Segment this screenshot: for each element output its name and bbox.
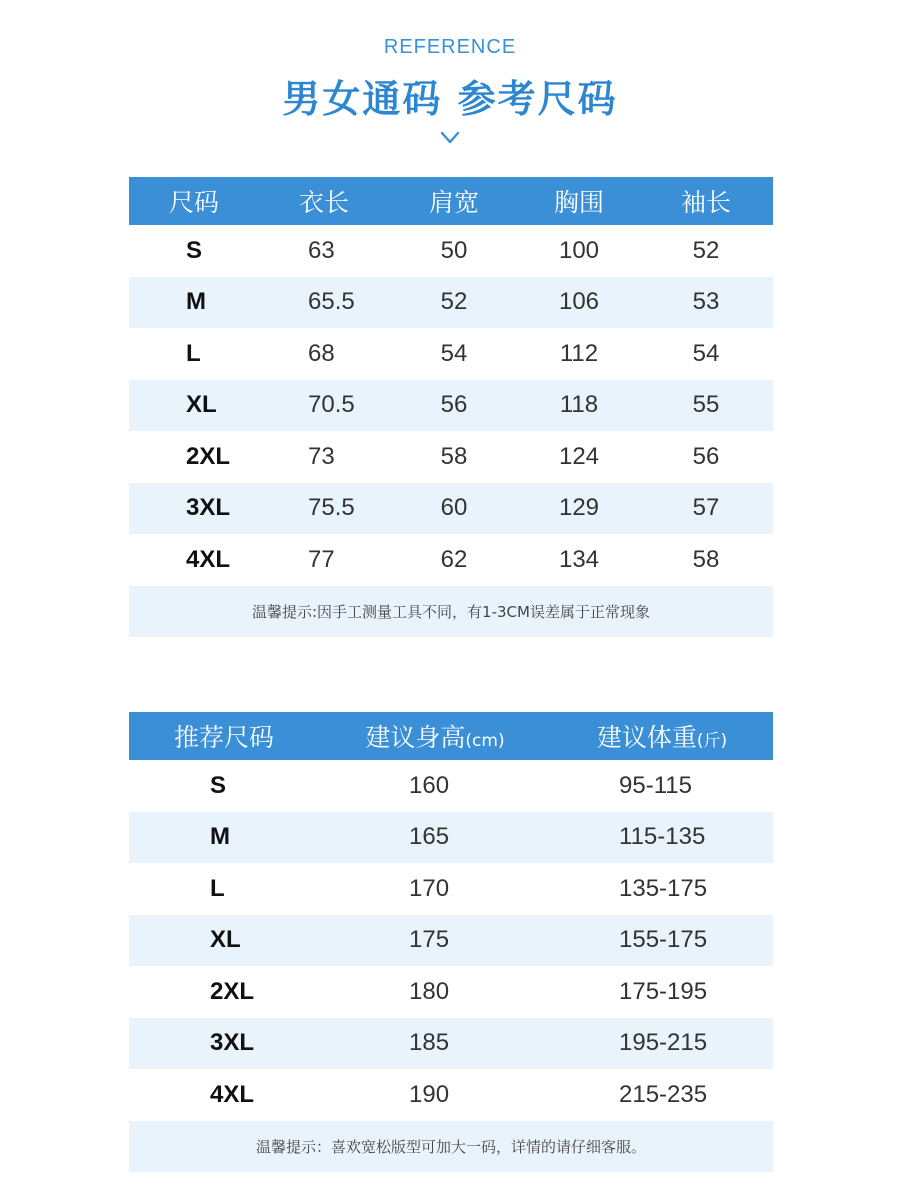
shoulder-cell: 58 <box>440 442 468 470</box>
page-title: 男女通码 参考尺码 <box>282 77 618 121</box>
shoulder-cell: 52 <box>440 288 468 316</box>
table-row <box>129 1069 773 1121</box>
sleeve-cell: 58 <box>692 545 720 573</box>
header-label: 建议身高 <box>365 723 466 752</box>
chest-cell: 134 <box>558 545 600 573</box>
shoulder-cell: 60 <box>440 494 468 522</box>
header-unit: (cm) <box>465 731 505 751</box>
table-row <box>129 483 773 535</box>
length-cell: 70.5 <box>308 391 355 419</box>
col-header-size: 尺码 <box>168 188 219 217</box>
header-label: 推荐尺码 <box>173 723 274 752</box>
table-row <box>129 328 773 380</box>
page-header <box>0 0 900 160</box>
recommend-table <box>129 712 773 1172</box>
height-cell: 170 <box>409 874 450 902</box>
col-header-shoulder: 肩宽 <box>428 188 479 217</box>
col-header-chest: 胸围 <box>553 188 604 217</box>
chest-cell: 106 <box>558 288 600 316</box>
size-cell: XL <box>186 391 217 419</box>
table-row <box>129 1018 773 1070</box>
weight-cell: 135-175 <box>619 874 708 902</box>
shoulder-cell: 54 <box>440 339 468 367</box>
length-cell: 68 <box>308 339 335 367</box>
size-cell: S <box>210 771 227 799</box>
header-label: 建议体重 <box>596 723 697 752</box>
weight-cell: 115-135 <box>619 823 706 851</box>
size-cell: 2XL <box>186 442 231 470</box>
length-cell: 65.5 <box>308 288 355 316</box>
table-row <box>129 380 773 432</box>
table-row <box>129 225 773 277</box>
col-header-recommended-size <box>129 712 319 760</box>
table-row <box>129 915 773 967</box>
size-note-row <box>129 586 773 638</box>
sleeve-cell: 55 <box>692 391 720 419</box>
size-cell: L <box>210 874 225 902</box>
size-cell: 3XL <box>186 494 231 522</box>
sleeve-cell: 52 <box>692 236 720 264</box>
size-cell: M <box>210 823 230 851</box>
shoulder-cell: 50 <box>440 236 468 264</box>
size-cell: XL <box>210 926 241 954</box>
table-row <box>129 966 773 1018</box>
reference-label: REFERENCE <box>383 36 517 58</box>
table-row <box>129 277 773 329</box>
length-cell: 77 <box>308 545 335 573</box>
weight-cell: 155-175 <box>619 926 708 954</box>
recommend-note-row <box>129 1121 773 1173</box>
length-cell: 75.5 <box>308 494 355 522</box>
size-table <box>129 177 773 637</box>
col-header-length: 衣长 <box>298 188 349 217</box>
size-cell: M <box>186 288 206 316</box>
weight-cell: 195-215 <box>619 1029 708 1057</box>
sleeve-cell: 56 <box>692 442 720 470</box>
col-header-weight <box>551 712 773 760</box>
table-row <box>129 760 773 812</box>
chest-cell: 124 <box>558 442 600 470</box>
height-cell: 180 <box>409 977 450 1005</box>
table-row <box>129 431 773 483</box>
height-cell: 190 <box>409 1080 450 1108</box>
height-cell: 185 <box>409 1029 450 1057</box>
shoulder-cell: 62 <box>440 545 468 573</box>
sleeve-cell: 53 <box>692 288 720 316</box>
size-table-header <box>129 177 773 225</box>
measurement-note: 温馨提示:因手工测量工具不同，有1-3CM误差属于正常现象 <box>129 586 773 638</box>
col-header-sleeve: 袖长 <box>680 188 731 217</box>
recommend-table-header <box>129 712 773 760</box>
size-cell: L <box>186 339 201 367</box>
weight-cell: 175-195 <box>619 977 708 1005</box>
weight-cell: 95-115 <box>619 771 692 799</box>
size-cell: 4XL <box>210 1080 255 1108</box>
weight-cell: 215-235 <box>619 1080 708 1108</box>
table-row <box>129 863 773 915</box>
chest-cell: 100 <box>558 236 600 264</box>
chest-cell: 118 <box>559 391 599 419</box>
length-cell: 73 <box>308 442 335 470</box>
sleeve-cell: 54 <box>692 339 720 367</box>
table-row <box>129 812 773 864</box>
shoulder-cell: 56 <box>440 391 468 419</box>
chevron-down-icon <box>439 130 461 146</box>
length-cell: 63 <box>308 236 335 264</box>
size-cell: 2XL <box>210 977 255 1005</box>
height-cell: 175 <box>409 926 450 954</box>
size-cell: 4XL <box>186 545 231 573</box>
chest-cell: 129 <box>558 494 600 522</box>
sleeve-cell: 57 <box>692 494 720 522</box>
header-unit: (斤) <box>696 731 728 751</box>
chest-cell: 112 <box>559 339 599 367</box>
size-cell: S <box>186 236 203 264</box>
size-cell: 3XL <box>210 1029 255 1057</box>
table-row <box>129 534 773 586</box>
fit-note: 温馨提示：喜欢宽松版型可加大一码，详情的请仔细客服。 <box>129 1121 773 1173</box>
height-cell: 160 <box>409 771 450 799</box>
height-cell: 165 <box>409 823 450 851</box>
col-header-height <box>319 712 551 760</box>
